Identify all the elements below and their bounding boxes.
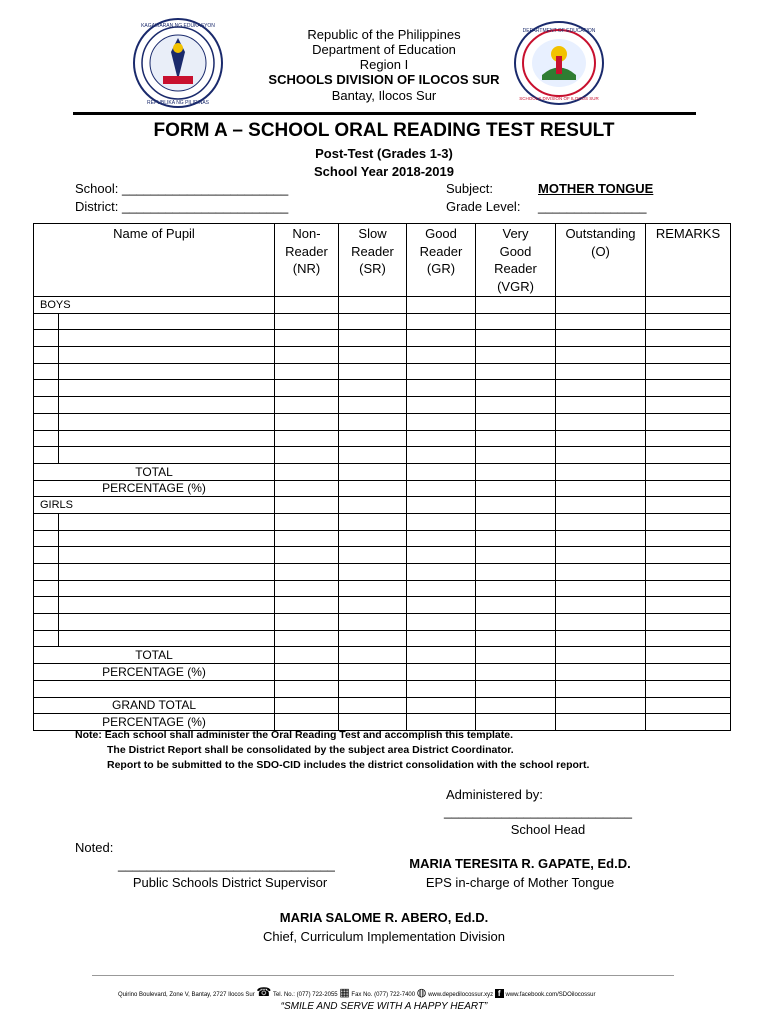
table-cell[interactable] (34, 430, 59, 447)
table-row (34, 580, 731, 597)
table-cell[interactable] (556, 580, 646, 597)
table-row (34, 380, 731, 397)
table-cell[interactable] (275, 530, 339, 547)
table-cell[interactable] (275, 564, 339, 581)
table-cell[interactable] (59, 363, 275, 380)
table-cell[interactable] (646, 597, 731, 614)
table-cell[interactable] (275, 547, 339, 564)
table-cell[interactable] (275, 513, 339, 530)
footer-divider (92, 975, 674, 976)
table-cell[interactable] (407, 480, 476, 497)
table-cell[interactable] (556, 480, 646, 497)
table-cell[interactable] (275, 347, 339, 364)
table-cell[interactable] (339, 564, 407, 581)
table-cell[interactable] (407, 463, 476, 480)
form-title: FORM A – SCHOOL ORAL READING TEST RESULT (153, 120, 615, 141)
table-cell[interactable] (476, 530, 556, 547)
table-row (34, 313, 731, 330)
table-cell[interactable] (407, 597, 476, 614)
table-cell[interactable] (646, 547, 731, 564)
table-cell[interactable] (476, 513, 556, 530)
table-row (34, 630, 731, 647)
header-divider (73, 112, 696, 115)
boys-section-row-label: BOYS (34, 297, 275, 314)
table-cell[interactable] (339, 614, 407, 631)
table-cell[interactable] (339, 380, 407, 397)
svg-text:KAGAWARAN NG EDUKASYON: KAGAWARAN NG EDUKASYON (141, 23, 215, 29)
table-cell[interactable] (275, 697, 339, 714)
table-cell[interactable] (646, 380, 731, 397)
table-cell[interactable] (407, 697, 476, 714)
footer-facebook[interactable]: www.facebook.com/SDOilocossur (505, 992, 596, 998)
table-row (34, 547, 731, 564)
table-cell[interactable] (646, 714, 731, 731)
table-cell[interactable] (646, 297, 731, 314)
table-cell[interactable] (339, 463, 407, 480)
table-cell[interactable] (275, 413, 339, 430)
girls-percentage-row-label: PERCENTAGE (%) (34, 664, 275, 681)
table-cell[interactable] (59, 397, 275, 414)
table-cell[interactable] (646, 680, 731, 697)
table-cell[interactable] (339, 647, 407, 664)
header-region: Region I (359, 57, 409, 72)
table-cell[interactable] (339, 530, 407, 547)
table-cell[interactable] (646, 463, 731, 480)
table-cell[interactable] (556, 363, 646, 380)
table-cell[interactable] (476, 680, 556, 697)
table-cell[interactable] (407, 430, 476, 447)
footer-motto: “SMILE AND SERVE WITH A HAPPY HEART” (280, 1001, 488, 1012)
table-cell[interactable] (339, 480, 407, 497)
header-division: SCHOOLS DIVISION OF ILOCOS SUR (268, 72, 500, 87)
table-cell[interactable] (34, 330, 59, 347)
table-cell[interactable] (476, 347, 556, 364)
table-cell[interactable] (556, 564, 646, 581)
header-good-reader: Good Reader (GR) (407, 224, 476, 297)
table-cell[interactable] (339, 497, 407, 514)
table-cell[interactable] (646, 497, 731, 514)
table-cell[interactable] (556, 313, 646, 330)
table-cell[interactable] (646, 530, 731, 547)
table-cell[interactable] (407, 447, 476, 464)
supervisor-title: Public Schools District Supervisor (132, 875, 328, 890)
table-cell[interactable] (556, 647, 646, 664)
table-cell[interactable] (34, 380, 59, 397)
table-cell[interactable] (407, 547, 476, 564)
header-very-good-reader: Very Good Reader (VGR) (476, 224, 556, 297)
table-cell[interactable] (407, 664, 476, 681)
subject-value[interactable]: MOTHER TONGUE (538, 181, 654, 196)
header-non-reader: Non- Reader (NR) (275, 224, 339, 297)
table-cell[interactable] (59, 530, 275, 547)
table-cell[interactable] (556, 330, 646, 347)
table-row (34, 330, 731, 347)
table-cell[interactable] (275, 630, 339, 647)
table-cell[interactable] (59, 313, 275, 330)
table-cell[interactable] (275, 363, 339, 380)
table-cell[interactable] (59, 614, 275, 631)
table-cell[interactable] (34, 313, 59, 330)
table-cell[interactable] (339, 447, 407, 464)
table-cell[interactable] (646, 347, 731, 364)
table-cell[interactable] (476, 447, 556, 464)
table-cell[interactable] (407, 363, 476, 380)
table-cell[interactable] (476, 380, 556, 397)
table-cell[interactable] (34, 630, 59, 647)
fax-icon: ▦ (339, 987, 350, 999)
form-subtitle-posttest: Post-Test (Grades 1-3) (315, 146, 453, 161)
table-cell[interactable] (34, 580, 59, 597)
chief-title: Chief, Curriculum Implementation Division (262, 929, 506, 944)
eps-title: EPS in-charge of Mother Tongue (425, 875, 615, 890)
table-cell[interactable] (34, 363, 59, 380)
table-cell[interactable] (339, 697, 407, 714)
table-cell[interactable] (556, 697, 646, 714)
table-row (34, 413, 731, 430)
header-name-of-pupil: Name of Pupil (34, 224, 275, 297)
table-cell[interactable] (476, 647, 556, 664)
administered-by-label: Administered by: (446, 787, 543, 802)
table-cell[interactable] (275, 297, 339, 314)
table-cell[interactable] (339, 297, 407, 314)
table-cell[interactable] (556, 447, 646, 464)
table-cell[interactable] (556, 680, 646, 697)
table-cell[interactable] (407, 580, 476, 597)
table-cell[interactable] (339, 363, 407, 380)
form-subtitle-schoolyear: School Year 2018-2019 (314, 164, 454, 179)
table-cell[interactable] (407, 413, 476, 430)
girls-section-row-label: GIRLS (34, 497, 275, 514)
footer-web[interactable]: www.depedilocossur.xyz (428, 992, 494, 998)
table-cell[interactable] (476, 497, 556, 514)
table-cell[interactable] (556, 614, 646, 631)
table-cell[interactable] (275, 497, 339, 514)
table-cell[interactable] (646, 330, 731, 347)
table-cell[interactable] (646, 697, 731, 714)
table-cell[interactable] (339, 413, 407, 430)
table-cell[interactable] (275, 647, 339, 664)
table-cell[interactable] (275, 397, 339, 414)
table-cell[interactable] (59, 513, 275, 530)
results-table (33, 223, 731, 731)
header-department: Department of Education (312, 42, 456, 57)
table-cell[interactable] (407, 297, 476, 314)
table-cell[interactable] (556, 397, 646, 414)
spacer-row-label (34, 680, 275, 697)
table-row (34, 513, 731, 530)
table-cell[interactable] (275, 463, 339, 480)
supervisor-signature-line[interactable]: ______________________________ (118, 857, 335, 872)
boys-section-row (34, 297, 731, 314)
table-cell[interactable] (476, 297, 556, 314)
note-line-2: The District Report shall be consolidated by the subject area District Coordinator. (107, 744, 514, 756)
table-cell[interactable] (59, 630, 275, 647)
table-cell[interactable] (59, 413, 275, 430)
table-cell[interactable] (646, 614, 731, 631)
facebook-icon: f (495, 989, 504, 998)
spacer-row (34, 680, 731, 697)
noted-label: Noted: (75, 840, 114, 855)
table-cell[interactable] (407, 330, 476, 347)
table-body (34, 297, 731, 731)
table-cell[interactable] (34, 413, 59, 430)
table-cell[interactable] (59, 430, 275, 447)
table-cell[interactable] (275, 330, 339, 347)
table-cell[interactable] (476, 363, 556, 380)
table-cell[interactable] (556, 597, 646, 614)
table-cell[interactable] (407, 630, 476, 647)
table-header-row (34, 224, 731, 297)
table-cell[interactable] (476, 313, 556, 330)
table-cell[interactable] (275, 614, 339, 631)
table-cell[interactable] (476, 630, 556, 647)
table-cell[interactable] (339, 313, 407, 330)
table-cell[interactable] (275, 480, 339, 497)
table-cell[interactable] (339, 664, 407, 681)
table-cell[interactable] (34, 513, 59, 530)
table-cell[interactable] (59, 447, 275, 464)
svg-text:REPUBLIKA NG PILIPINAS: REPUBLIKA NG PILIPINAS (147, 100, 209, 106)
table-cell[interactable] (476, 397, 556, 414)
table-cell[interactable] (476, 430, 556, 447)
table-cell[interactable] (275, 380, 339, 397)
header-location: Bantay, Ilocos Sur (331, 88, 437, 103)
table-cell[interactable] (275, 680, 339, 697)
boys-total-row (34, 463, 731, 480)
table-cell[interactable] (339, 630, 407, 647)
table-cell[interactable] (556, 413, 646, 430)
table-cell[interactable] (34, 397, 59, 414)
table-cell[interactable] (275, 597, 339, 614)
boys-total-row-label: TOTAL (34, 463, 275, 480)
header-outstanding: Outstanding (O) (556, 224, 646, 297)
table-row (34, 530, 731, 547)
header-remarks: REMARKS (646, 224, 731, 297)
table-cell[interactable] (339, 597, 407, 614)
header-slow-reader: Slow Reader (SR) (339, 224, 407, 297)
table-cell[interactable] (34, 597, 59, 614)
table-cell[interactable] (646, 397, 731, 414)
table-cell[interactable] (646, 363, 731, 380)
note-line-3: Report to be submitted to the SDO-CID includes the district consolidation with the school report. (107, 759, 590, 771)
footer-tel: Tel. No.: (077) 722-2055 (272, 992, 338, 998)
table-cell[interactable] (556, 664, 646, 681)
table-cell[interactable] (407, 614, 476, 631)
table-cell[interactable] (476, 413, 556, 430)
table-cell[interactable] (59, 547, 275, 564)
table-cell[interactable] (476, 330, 556, 347)
table-cell[interactable] (646, 430, 731, 447)
girls-section-row (34, 497, 731, 514)
grade-level-label: Grade Level: (446, 199, 521, 214)
school-field[interactable]: School: _______________________ (75, 181, 289, 196)
table-row (34, 614, 731, 631)
school-head-signature-line[interactable]: __________________________ (444, 804, 632, 819)
instructions-note (75, 728, 589, 773)
table-cell[interactable] (476, 580, 556, 597)
table-cell[interactable] (407, 530, 476, 547)
table-cell[interactable] (34, 530, 59, 547)
table-cell[interactable] (339, 347, 407, 364)
grand-total-row-label: GRAND TOTAL (34, 697, 275, 714)
table-cell[interactable] (646, 480, 731, 497)
table-cell[interactable] (407, 680, 476, 697)
table-cell[interactable] (646, 447, 731, 464)
table-cell[interactable] (646, 513, 731, 530)
school-head-title: School Head (510, 822, 586, 837)
table-cell[interactable] (339, 580, 407, 597)
table-cell[interactable] (646, 564, 731, 581)
table-cell[interactable] (476, 597, 556, 614)
table-cell[interactable] (556, 513, 646, 530)
table-cell[interactable] (407, 380, 476, 397)
table-cell[interactable] (339, 513, 407, 530)
table-cell[interactable] (646, 313, 731, 330)
table-cell[interactable] (646, 647, 731, 664)
district-field[interactable]: District: _______________________ (75, 199, 289, 214)
table-cell[interactable] (556, 530, 646, 547)
table-cell[interactable] (275, 664, 339, 681)
table-cell[interactable] (646, 630, 731, 647)
table-cell[interactable] (34, 447, 59, 464)
table-cell[interactable] (339, 430, 407, 447)
table-cell[interactable] (407, 513, 476, 530)
phone-icon: ☎ (256, 985, 272, 999)
grand-total-row (34, 697, 731, 714)
table-cell[interactable] (556, 380, 646, 397)
note-line-1: Note: Each school shall administer the Oral Reading Test and accomplish this template. (75, 729, 513, 741)
table-cell[interactable] (59, 347, 275, 364)
table-cell[interactable] (476, 480, 556, 497)
table-cell[interactable] (34, 347, 59, 364)
globe-icon: ◍ (416, 987, 427, 999)
chief-name: MARIA SALOME R. ABERO, Ed.D. (279, 910, 489, 925)
table-cell[interactable] (556, 430, 646, 447)
girls-total-row (34, 647, 731, 664)
table-cell[interactable] (646, 413, 731, 430)
table-cell[interactable] (407, 647, 476, 664)
table-cell[interactable] (646, 580, 731, 597)
table-row (34, 397, 731, 414)
table-cell[interactable] (59, 564, 275, 581)
table-cell[interactable] (407, 497, 476, 514)
table-cell[interactable] (476, 463, 556, 480)
table-cell[interactable] (476, 547, 556, 564)
table-cell[interactable] (556, 630, 646, 647)
grade-level-field[interactable]: _______________ (538, 199, 647, 214)
svg-text:DEPARTMENT OF EDUCATION: DEPARTMENT OF EDUCATION (522, 28, 596, 34)
table-row (34, 564, 731, 581)
table-cell[interactable] (34, 564, 59, 581)
table-cell[interactable] (556, 497, 646, 514)
table-cell[interactable] (407, 397, 476, 414)
table-cell[interactable] (556, 297, 646, 314)
eps-name: MARIA TERESITA R. GAPATE, Ed.D. (409, 856, 631, 871)
footer-address: Quirino Boulevard, Zone V, Bantay, 2727 Ilocos Sur (118, 992, 255, 998)
table-cell[interactable] (476, 614, 556, 631)
table-cell[interactable] (59, 330, 275, 347)
svg-text:SCHOOLS DIVISION OF ILOCOS SUR: SCHOOLS DIVISION OF ILOCOS SUR (519, 96, 599, 101)
table-cell[interactable] (59, 380, 275, 397)
footer-fax: Fax No. (077) 722-7400 (351, 992, 416, 998)
table-cell[interactable] (407, 313, 476, 330)
table-cell[interactable] (59, 597, 275, 614)
table-cell[interactable] (59, 580, 275, 597)
subject-label: Subject: (446, 181, 493, 196)
table-cell[interactable] (407, 564, 476, 581)
table-cell[interactable] (556, 347, 646, 364)
table-cell[interactable] (275, 313, 339, 330)
table-cell[interactable] (339, 547, 407, 564)
boys-percentage-row-label: PERCENTAGE (%) (34, 480, 275, 497)
table-cell[interactable] (339, 330, 407, 347)
table-cell[interactable] (476, 697, 556, 714)
table-cell[interactable] (275, 580, 339, 597)
table-cell[interactable] (339, 397, 407, 414)
table-cell[interactable] (476, 664, 556, 681)
table-cell[interactable] (275, 447, 339, 464)
table-cell[interactable] (556, 463, 646, 480)
table-row (34, 430, 731, 447)
table-cell[interactable] (34, 614, 59, 631)
girls-total-row-label: TOTAL (34, 647, 275, 664)
sdo-seal-logo (512, 20, 606, 106)
table-cell[interactable] (34, 547, 59, 564)
table-cell[interactable] (476, 564, 556, 581)
table-cell[interactable] (407, 347, 476, 364)
table-cell[interactable] (275, 430, 339, 447)
footer-contact (118, 985, 595, 999)
grand-percentage-row-label: PERCENTAGE (%) (34, 714, 275, 731)
table-row (34, 597, 731, 614)
table-cell[interactable] (556, 547, 646, 564)
table-row (34, 447, 731, 464)
boys-percentage-row (34, 480, 731, 497)
table-row (34, 347, 731, 364)
table-row (34, 363, 731, 380)
header-republic: Republic of the Philippines (307, 27, 461, 42)
girls-percentage-row (34, 664, 731, 681)
table-cell[interactable] (339, 680, 407, 697)
table-cell[interactable] (646, 664, 731, 681)
